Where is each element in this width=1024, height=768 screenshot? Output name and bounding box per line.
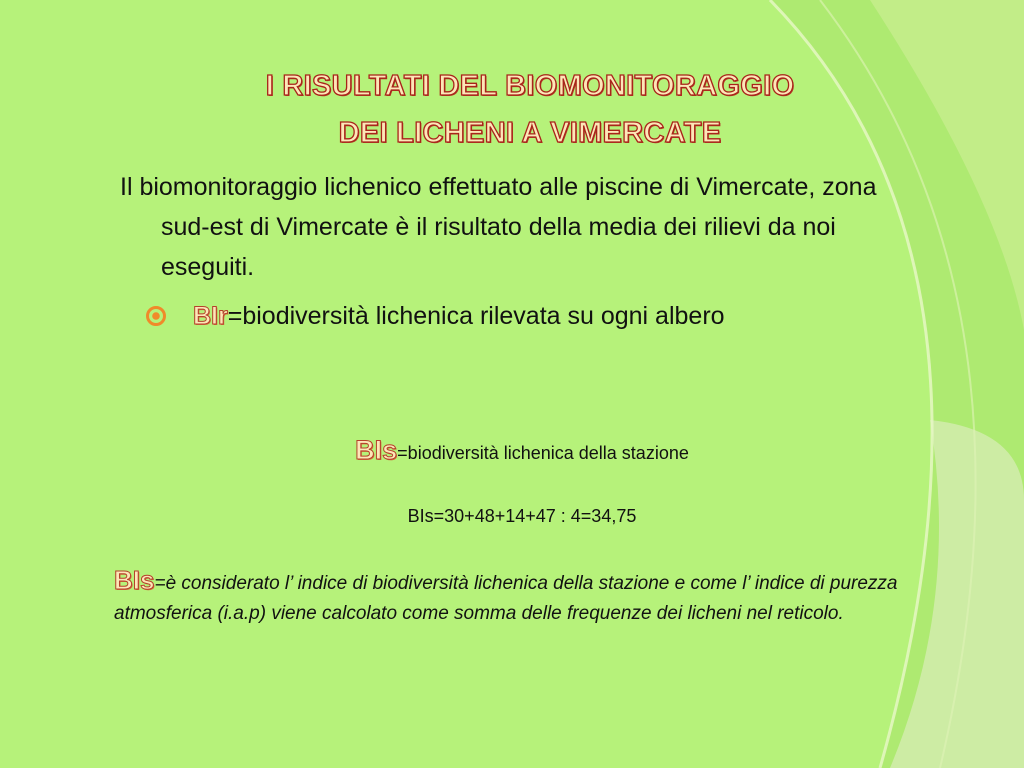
bls-formula: BIs=30+48+14+47 : 4=34,75 bbox=[407, 506, 637, 526]
slide-title-line1: I RISULTATI DEL BIOMONITORAGGIO bbox=[265, 70, 795, 102]
bullet-term: BIr bbox=[193, 302, 228, 330]
bls-term: BIs bbox=[355, 435, 398, 465]
bls-definition bbox=[0, 435, 1024, 466]
slide-title-line2: DEI LICHENI A VIMERCATE bbox=[338, 117, 722, 149]
intro-paragraph: Il biomonitoraggio lichenico effettuato alle piscine di Vimercate, zona sud-est di Vimercate è il risultato della media dei rilievi da noi eseguiti. bbox=[120, 173, 877, 281]
bls-definition-text: =biodiversità lichenica della stazione bbox=[397, 443, 689, 463]
bls-note bbox=[114, 565, 914, 629]
bls-note-term: BIs bbox=[114, 565, 155, 595]
bullet-text: =biodiversità lichenica rilevata su ogni albero bbox=[227, 302, 725, 330]
bls-note-text: =è considerato l’ indice di biodiversità lichenica della stazione e come l’ indice di purezza atmosferica (i.a.p) viene calcolato come somma delle frequenze dei licheni nel reticolo. bbox=[114, 573, 898, 624]
bullet-icon bbox=[145, 305, 167, 327]
bullet-item bbox=[148, 296, 725, 336]
